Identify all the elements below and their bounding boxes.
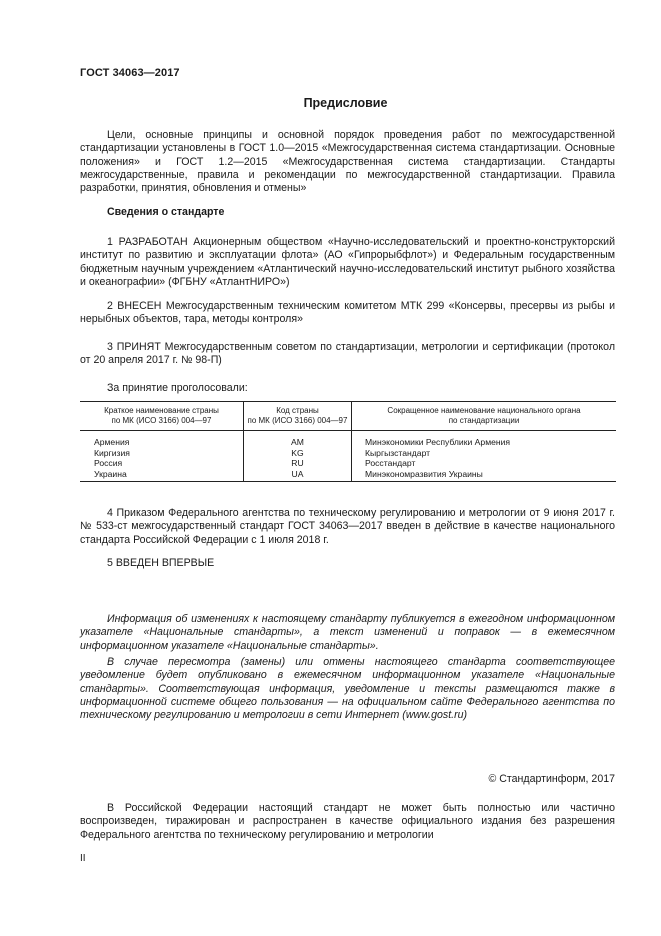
table-row [80,431,616,448]
country-name-header: Краткое наименование страны по МК (ИСО 3166) 004—97 [80,402,244,431]
country-code-header: Код страны по МК (ИСО 3166) 004—97 [244,402,352,431]
adopted-by-item: 3 ПРИНЯТ Межгосударственным советом по стандартизации, метрологии и сертификации (протокол от 20 апреля 2017 г. № 98-П) [80,341,615,367]
revision-notice-paragraph: В случае пересмотра (замены) или отмены настоящего стандарта соответствующее уведомление будет опубликовано в ежемесячном информационном указателе «Национальные стандарты». Соответствующая информация, уведомление и тексты размещаются также в информационной системе общего пользования — на официальном сайте Федерального агентства по техническому регулированию и метрологии в сети Интернет (www.gost.ru) [80,656,615,722]
standard-code-header: ГОСТ 34063—2017 [80,67,180,79]
code-cell: AM [244,431,352,448]
body-cell: Минэкономразвития Украины [352,469,617,482]
first-introduced-item: 5 ВВЕДЕН ВПЕРВЫЕ [107,557,215,569]
standard-info-heading: Сведения о стандарте [107,206,225,218]
country-cell: Россия [94,458,123,469]
page-number: II [80,853,86,864]
country-cell: Киргизия [94,447,130,458]
enacted-order-item: 4 Приказом Федерального агентства по техническому регулированию и метрологии от 9 июня 2017 г. № 533-ст межгосударственный стандарт ГОСТ 34063—2017 введен в действие в качестве национального стандарта Российской Федерации с 1 июля 2018 г. [80,507,615,546]
reproduction-rights-paragraph: В Российской Федерации настоящий стандарт не может быть полностью или частично воспроизведен, тиражирован и распространен в качестве официального издания без разрешения Федерального агентства по техническому регулированию и метрологии [80,802,615,841]
voting-countries-table [80,401,616,482]
table-row [80,448,616,459]
country-cell: Украина [80,469,244,482]
code-cell: UA [244,469,352,482]
body-cell: Кыргызстандарт [352,448,617,459]
body-cell: Минэкономики Республики Армения [352,431,617,448]
country-cell: Армения [94,437,130,447]
amendments-notice-paragraph: Информация об изменениях к настоящему стандарту публикуется в ежегодном информационном указателе «Национальные стандарты», а текст изменений и поправок — в ежемесячном информационном указателе «Национальные стандарты». [80,613,615,652]
page-title: Предисловие [303,96,388,110]
table-header-row [80,402,616,431]
voted-label: За принятие проголосовали: [107,382,248,394]
introduced-by-item: 2 ВНЕСЕН Межгосударственным техническим комитетом МТК 299 «Консервы, пресервы из рыбы и нерыбных объектов, тара, методы контроля» [80,300,615,326]
table-row [80,458,616,469]
intro-paragraph: Цели, основные принципы и основной порядок проведения работ по межгосударственной стандартизации установлены в ГОСТ 1.0—2015 «Межгосударственная система стандартизации. Основные положения» и ГОСТ 1.2—2015 «Межгосударственная система стандартизации. Стандарты межгосударственные, правила и рекомендации по межгосударственной стандартизации. Правила разработки, принятия, обновления и отмены» [80,129,615,195]
body-cell: Росстандарт [352,458,617,469]
code-cell: RU [244,458,352,469]
developed-by-item: 1 РАЗРАБОТАН Акционерным обществом «Научно-исследовательский и проектно-конструкторский институт по развитию и эксплуатации флота» (АО «Гипрорыбфлот») и Федеральным государственным бюджетным научным учреждением «Атлантический научно-исследовательский институт рыбного хозяйства и океанографии» (ФГБНУ «АтлантНИРО») [80,236,615,288]
copyright-line: © Стандартинформ, 2017 [488,773,615,785]
table-row [80,469,616,482]
national-body-header: Сокращенное наименование национального органа по стандартизации [352,402,617,431]
code-cell: KG [244,448,352,459]
